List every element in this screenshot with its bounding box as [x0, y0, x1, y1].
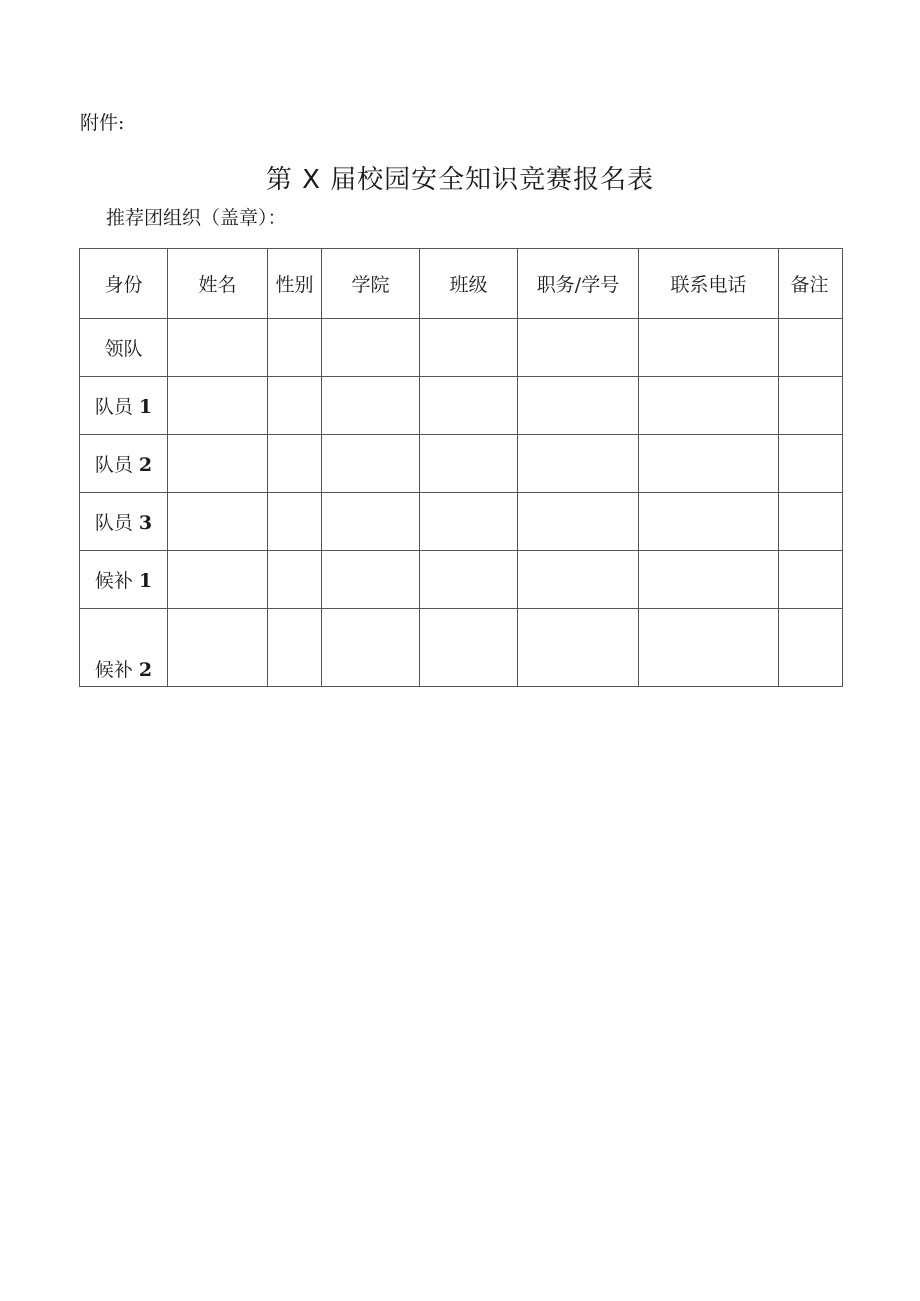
college-cell[interactable]: [322, 435, 420, 493]
position-cell[interactable]: [518, 319, 639, 377]
registration-table: [79, 248, 843, 687]
phone-cell[interactable]: [639, 377, 779, 435]
row-label-number: 1: [138, 396, 153, 418]
name-cell[interactable]: [168, 377, 268, 435]
name-cell[interactable]: [168, 551, 268, 609]
row-label-text: 领队: [104, 338, 143, 360]
row-label-text: 队员: [94, 454, 133, 476]
class-cell[interactable]: [420, 609, 518, 687]
row-label-number: 2: [138, 454, 153, 476]
gender-cell[interactable]: [268, 609, 322, 687]
college-cell[interactable]: [322, 377, 420, 435]
position-cell[interactable]: [518, 609, 639, 687]
header-cell-gender: 性别: [268, 249, 322, 319]
table-header-row: [80, 249, 843, 319]
page-title: 第 X 届校园安全知识竞赛报名表: [265, 165, 655, 195]
header-cell-class: 班级: [420, 249, 518, 319]
name-cell[interactable]: [168, 319, 268, 377]
table-row: [80, 319, 843, 377]
college-cell[interactable]: [322, 319, 420, 377]
row-label-substitute-2: [80, 609, 168, 687]
position-cell[interactable]: [518, 551, 639, 609]
row-label-member-2: [80, 435, 168, 493]
remarks-cell[interactable]: [779, 435, 843, 493]
table-row: [80, 609, 843, 687]
table-row: [80, 493, 843, 551]
name-cell[interactable]: [168, 435, 268, 493]
row-label-text: 队员: [94, 512, 133, 534]
gender-cell[interactable]: [268, 377, 322, 435]
phone-cell[interactable]: [639, 435, 779, 493]
name-cell[interactable]: [168, 609, 268, 687]
remarks-cell[interactable]: [779, 319, 843, 377]
class-cell[interactable]: [420, 435, 518, 493]
header-cell-phone: 联系电话: [639, 249, 779, 319]
row-label-number: 2: [138, 659, 153, 681]
row-label-substitute-1: [80, 551, 168, 609]
row-label-text: 队员: [94, 396, 133, 418]
class-cell[interactable]: [420, 551, 518, 609]
table-row: [80, 435, 843, 493]
position-cell[interactable]: [518, 435, 639, 493]
remarks-cell[interactable]: [779, 377, 843, 435]
remarks-cell[interactable]: [779, 551, 843, 609]
gender-cell[interactable]: [268, 493, 322, 551]
row-label-text: 候补: [94, 570, 133, 592]
header-cell-name: 姓名: [168, 249, 268, 319]
row-label-member-1: [80, 377, 168, 435]
table-row: [80, 377, 843, 435]
header-cell-college: 学院: [322, 249, 420, 319]
position-cell[interactable]: [518, 493, 639, 551]
class-cell[interactable]: [420, 493, 518, 551]
gender-cell[interactable]: [268, 319, 322, 377]
attachment-label: 附件:: [80, 112, 125, 134]
phone-cell[interactable]: [639, 319, 779, 377]
gender-cell[interactable]: [268, 435, 322, 493]
header-cell-identity: 身份: [80, 249, 168, 319]
row-label-number: 3: [138, 512, 153, 534]
college-cell[interactable]: [322, 493, 420, 551]
class-cell[interactable]: [420, 377, 518, 435]
header-cell-position-student-id: 职务/学号: [518, 249, 639, 319]
college-cell[interactable]: [322, 551, 420, 609]
position-cell[interactable]: [518, 377, 639, 435]
name-cell[interactable]: [168, 493, 268, 551]
remarks-cell[interactable]: [779, 609, 843, 687]
college-cell[interactable]: [322, 609, 420, 687]
class-cell[interactable]: [420, 319, 518, 377]
row-label-number: 1: [138, 570, 153, 592]
row-label-member-3: [80, 493, 168, 551]
row-label-text: 候补: [94, 659, 133, 681]
phone-cell[interactable]: [639, 493, 779, 551]
phone-cell[interactable]: [639, 551, 779, 609]
recommending-organization-label: 推荐团组织（盖章）：: [106, 207, 287, 229]
phone-cell[interactable]: [639, 609, 779, 687]
remarks-cell[interactable]: [779, 493, 843, 551]
header-cell-remarks: 备注: [779, 249, 843, 319]
table-row: [80, 551, 843, 609]
gender-cell[interactable]: [268, 551, 322, 609]
row-label-team-leader: [80, 319, 168, 377]
